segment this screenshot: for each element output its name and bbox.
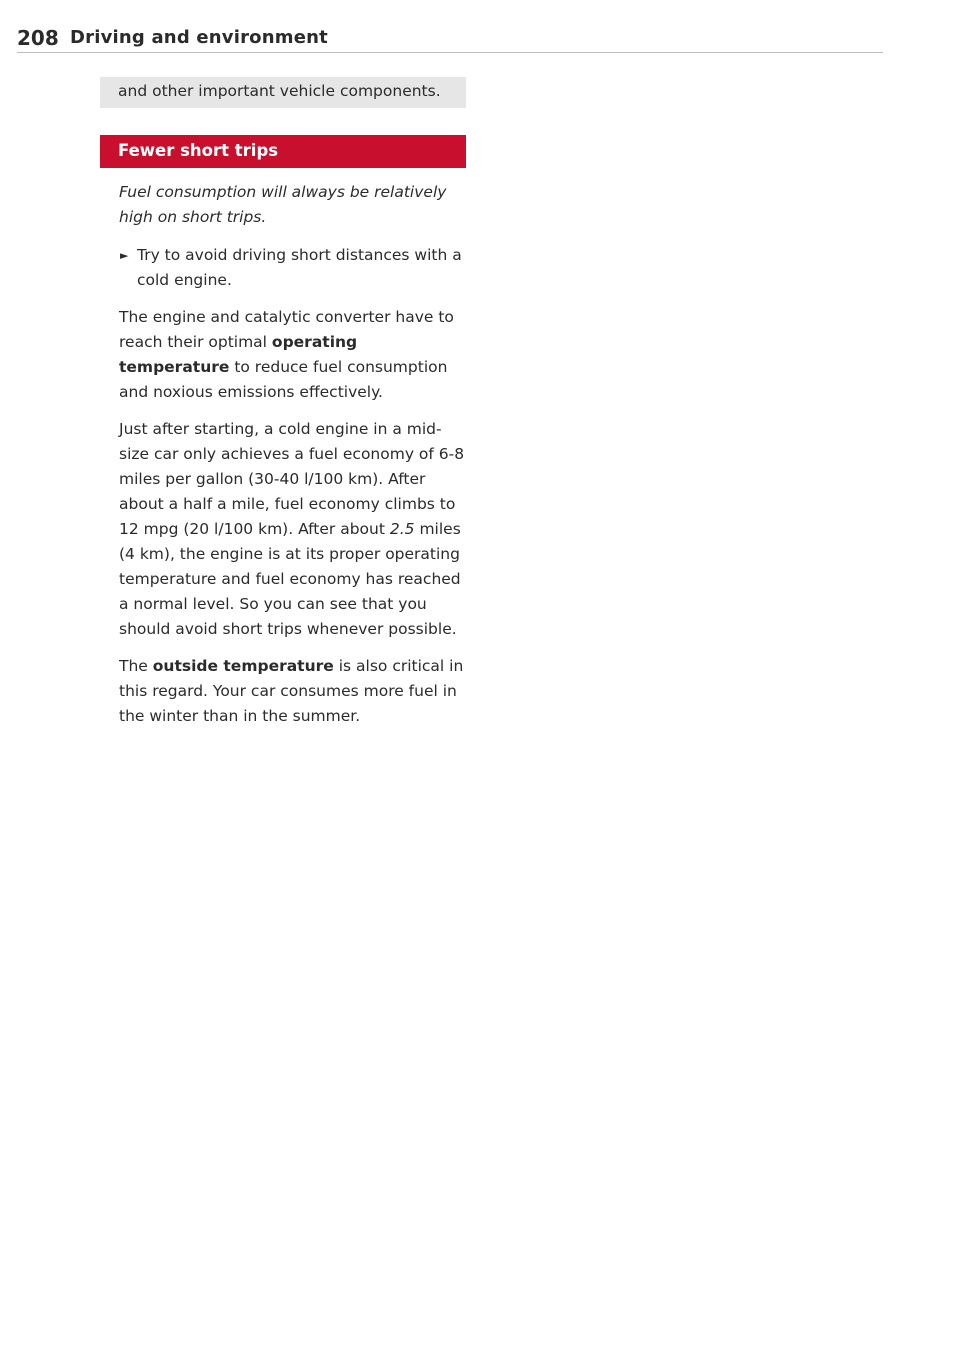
paragraph-text: The [119, 657, 153, 675]
content-column [101, 77, 466, 729]
continued-note-text: and other important vehicle components. [118, 82, 441, 100]
page-header [17, 22, 883, 53]
emphasis-operating-temperature: operating temperature [119, 333, 358, 376]
paragraph-fuel-economy [101, 417, 466, 642]
emphasis-outside-temperature: outside temperature [152, 657, 334, 675]
continued-note-box [100, 77, 466, 108]
paragraph-text: Just after starting, a cold engine in a mid-size car only achieves a fuel economy of 6-8 miles per gallon (30-40 l/100 km). After about a half a mile, fuel economy climbs to 12 mpg (20 l/100 km). After about [119, 420, 465, 538]
chapter-title: Driving and environment [70, 27, 328, 48]
section-heading: Fewer short trips [100, 135, 466, 168]
paragraph-text: The engine and catalytic converter have to reach their optimal [119, 308, 454, 351]
paragraph-text: is also critical in this regard. Your car consumes more fuel in the winter than in the summer. [119, 657, 464, 725]
paragraph-text: to reduce fuel consumption and noxious emissions effectively. [119, 358, 448, 401]
paragraph-operating-temperature [101, 305, 466, 405]
instruction-item [101, 243, 466, 293]
section-intro: Fuel consumption will always be relatively high on short trips. [119, 183, 447, 226]
emphasis-distance: 2.5 [389, 520, 415, 538]
page-number: 208 [17, 26, 59, 50]
triangle-bullet-icon: ► [120, 249, 129, 262]
instruction-text: Try to avoid driving short distances with a cold engine. [137, 246, 462, 289]
paragraph-outside-temperature [101, 654, 466, 729]
paragraph-text: miles (4 km), the engine is at its proper operating temperature and fuel economy has reached a normal level. So you can see that you should avoid short trips whenever possible. [119, 520, 461, 638]
